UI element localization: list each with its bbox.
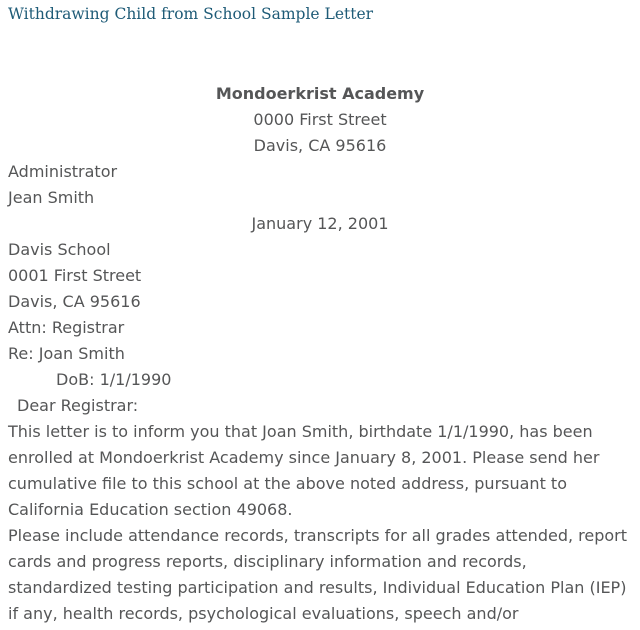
sender-role: Administrator xyxy=(8,162,118,181)
recipient-city: Davis, CA 95616 xyxy=(8,292,141,311)
paragraph-2: Please include attendance records, transcripts for all grades attended, report cards and progress reports, disciplinary information and records, standardized testing participation and results, Individual Education Plan (IEP) if any, health records, psychological evaluations, speech and/or xyxy=(8,526,628,623)
recipient-street: 0001 First Street xyxy=(8,266,142,285)
paragraph-1: This letter is to inform you that Joan Smith, birthdate 1/1/1990, has been enrolled at Mondoerkrist Academy since January 8, 2001. Please send her cumulative file to this school at the above noted address, pursuant to California Education section 49068. xyxy=(8,422,600,519)
letter-body xyxy=(0,81,640,627)
dob-line: DoB: 1/1/1990 xyxy=(56,370,172,389)
recipient-school: Davis School xyxy=(8,240,111,259)
attn-line: Attn: Registrar xyxy=(8,318,125,337)
letter-date: January 12, 2001 xyxy=(251,214,389,233)
letterhead-city: Davis, CA 95616 xyxy=(253,136,387,155)
sender-name: Jean Smith xyxy=(8,188,95,207)
re-line: Re: Joan Smith xyxy=(8,344,125,363)
letterhead-school-name: Mondoerkrist Academy xyxy=(215,84,425,103)
salutation: Dear Registrar: xyxy=(17,396,139,415)
letterhead-street: 0000 First Street xyxy=(253,110,387,129)
post-title-link[interactable]: Withdrawing Child from School Sample Letter xyxy=(8,5,374,23)
